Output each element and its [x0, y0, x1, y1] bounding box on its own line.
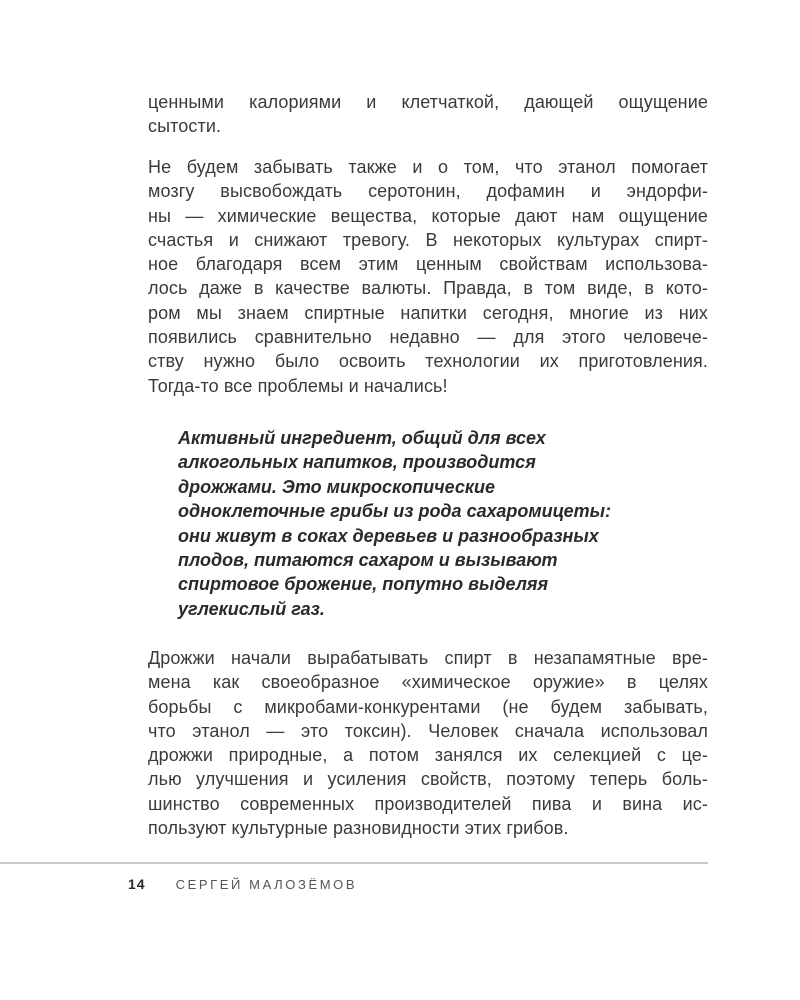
- callout-line: Активный ингредиент, общий для всех: [178, 428, 546, 448]
- text-line: мозгу высвобождать серотонин, дофамин и эндорфи-: [148, 181, 708, 202]
- text-line: мена как своеобразное «химическое оружие» в целях: [148, 672, 708, 693]
- body-paragraph-2: [148, 155, 708, 398]
- text-line: ценными калориями и клетчаткой, дающей ощущение: [148, 92, 708, 112]
- text-line: борьбы с микробами-конкурентами (не будем забывать,: [148, 696, 708, 717]
- callout-block: [178, 426, 698, 621]
- text-line: ром мы знаем спиртные напитки сегодня, многие из них: [148, 302, 708, 323]
- text-line: что этанол — это токсин). Человек сначала использовал: [148, 720, 708, 741]
- running-head-author: СЕРГЕЙ МАЛОЗЁМОВ: [175, 876, 358, 892]
- callout-line: алкогольных напитков, производится: [178, 452, 536, 473]
- text-line: дрожжи природные, а потом занялся их селекцией с це-: [148, 745, 708, 766]
- text-line: Не будем забывать также и о том, что этанол помогает: [148, 157, 708, 177]
- text-line: появились сравнительно недавно — для этого человече-: [148, 327, 708, 348]
- text-line: ству нужно было освоить технологии их приготовления.: [148, 351, 708, 372]
- footer-divider: [0, 862, 708, 864]
- text-line: счастья и снижают тревогу. В некоторых культурах спирт-: [148, 229, 708, 250]
- text-line: Дрожжи начали вырабатывать спирт в незапамятные вре-: [148, 648, 708, 668]
- callout-line: углекислый газ.: [178, 598, 325, 619]
- callout-line: они живут в соках деревьев и разнообразных: [178, 525, 599, 546]
- text-line: ны — химические вещества, которые дают нам ощущение: [148, 205, 708, 226]
- callout-line: спиртовое брожение, попутно выделяя: [178, 574, 549, 595]
- text-line: Тогда-то все проблемы и начались!: [148, 375, 448, 396]
- text-line: сытости.: [148, 116, 222, 137]
- page-footer: [128, 874, 357, 894]
- text-line: ное благодаря всем этим ценным свойствам использова-: [148, 254, 708, 275]
- text-line: пользуют культурные разновидности этих грибов.: [148, 818, 569, 839]
- body-paragraph-3: [148, 646, 708, 840]
- text-line: лью улучшения и усиления свойств, поэтому теперь боль-: [148, 769, 708, 790]
- page-number: 14: [128, 876, 146, 892]
- text-line: шинство современных производителей пива и вина ис-: [148, 793, 708, 814]
- body-paragraph-1: [148, 90, 708, 139]
- callout-line: дрожжами. Это микроскопические: [178, 476, 496, 497]
- text-line: лось даже в качестве валюты. Правда, в том виде, в кото-: [148, 278, 708, 299]
- callout-line: одноклеточные грибы из рода сахаромицеты:: [178, 501, 612, 522]
- callout-line: плодов, питаются сахаром и вызывают: [178, 550, 558, 571]
